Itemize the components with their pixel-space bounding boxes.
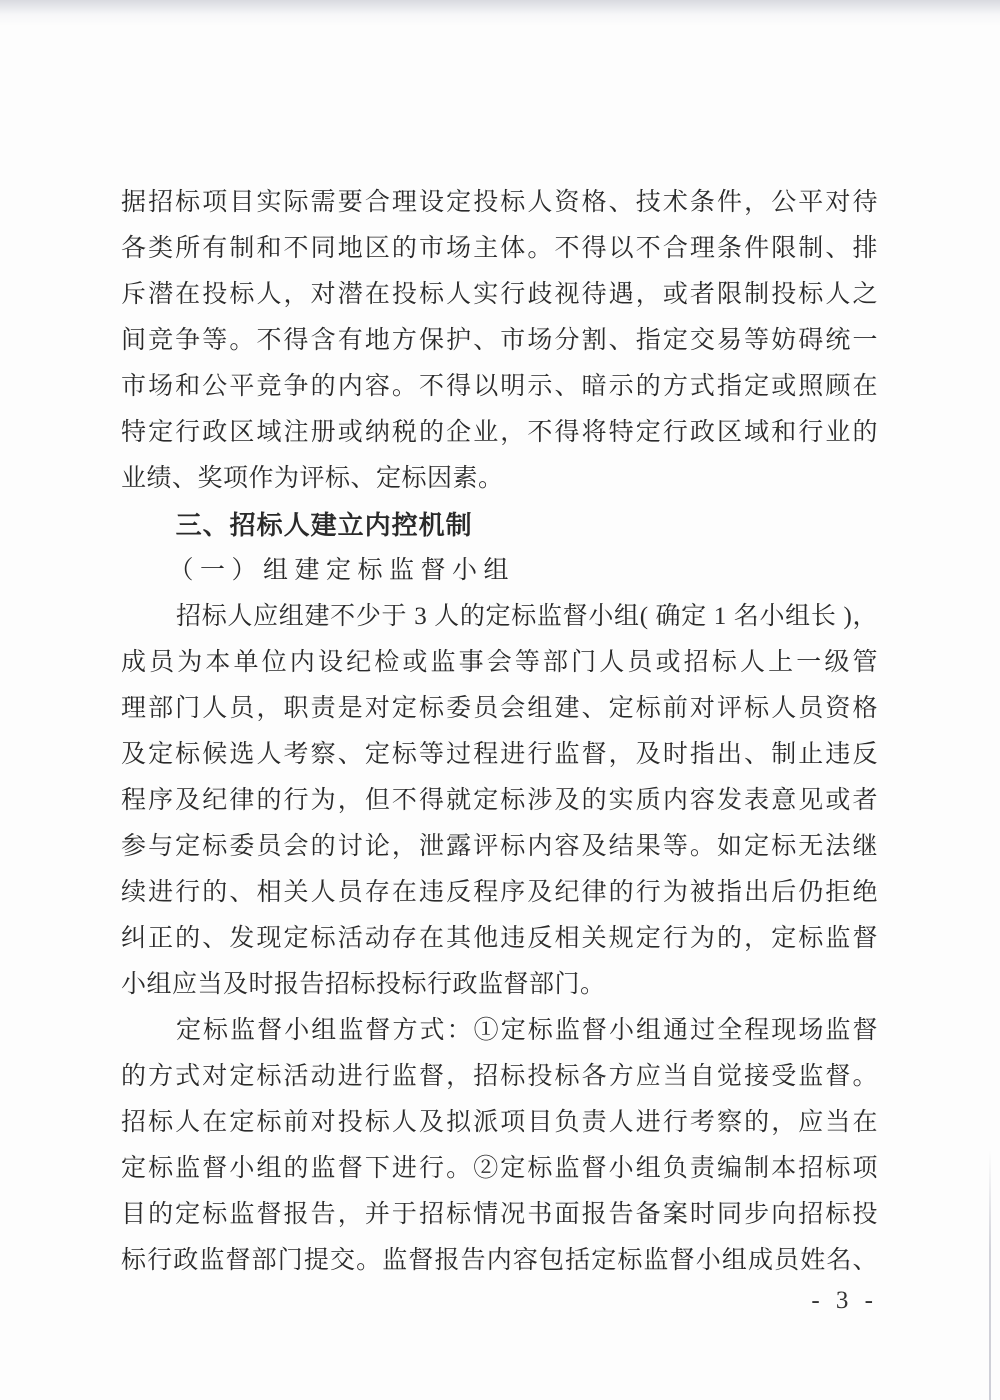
text-block: [121, 180, 878, 1284]
paragraph-line: 招标人在定标前对投标人及拟派项目负责人进行考察的，应当在: [121, 1109, 878, 1136]
paragraph-line: 的方式对定标活动进行监督，招标投标各方应当自觉接受监督。: [121, 1063, 878, 1090]
paragraph-line: 及定标候选人考察、定标等过程进行监督，及时指出、制止违反: [121, 741, 878, 768]
paragraph-line: 各类所有制和不同地区的市场主体。不得以不合理条件限制、排: [121, 235, 878, 262]
paragraph-line: 定标监督小组的监督下进行。②定标监督小组负责编制本招标项: [121, 1155, 878, 1182]
page-number: - 3 -: [811, 1287, 878, 1314]
paragraph-line: 定标监督小组监督方式：①定标监督小组通过全程现场监督: [176, 1017, 878, 1044]
paragraph-line: 成员为本单位内设纪检或监事会等部门人员或招标人上一级管: [121, 649, 878, 676]
paragraph-line: 招标人应组建不少于 3 人的定标监督小组( 确定 1 名小组长 )，: [176, 603, 878, 630]
paragraph-line: 间竞争等。不得含有地方保护、市场分割、指定交易等妨碍统一: [121, 327, 878, 354]
paragraph-line: 斥潜在投标人，对潜在投标人实行歧视待遇，或者限制投标人之: [121, 281, 878, 308]
paragraph-line: 纠正的、发现定标活动存在其他违反相关规定行为的，定标监督: [121, 925, 878, 952]
scan-edge-artifact: [989, 1150, 991, 1400]
paragraph-line: 小组应当及时报告招标投标行政监督部门。: [121, 971, 606, 998]
subsection-heading: （一）组建定标监督小组: [168, 557, 516, 584]
paragraph-line: 业绩、奖项作为评标、定标因素。: [121, 465, 504, 492]
paragraph-line: 标行政监督部门提交。监督报告内容包括定标监督小组成员姓名、: [121, 1247, 878, 1274]
paragraph-line: 据招标项目实际需要合理设定投标人资格、技术条件，公平对待: [121, 189, 878, 216]
paragraph-line: 目的定标监督报告，并于招标情况书面报告备案时同步向招标投: [121, 1201, 878, 1228]
paragraph-line: 理部门人员，职责是对定标委员会组建、定标前对评标人员资格: [121, 695, 878, 722]
scan-noise-top: [0, 0, 1000, 26]
paragraph-line: 市场和公平竞争的内容。不得以明示、暗示的方式指定或照顾在: [121, 373, 878, 400]
section-heading: 三、招标人建立内控机制: [175, 510, 473, 540]
paragraph-line: 特定行政区域注册或纳税的企业，不得将特定行政区域和行业的: [121, 419, 878, 446]
paragraph-line: 程序及纪律的行为，但不得就定标涉及的实质内容发表意见或者: [121, 787, 878, 814]
paragraph-line: 续进行的、相关人员存在违反程序及纪律的行为被指出后仍拒绝: [121, 879, 878, 906]
paragraph-line: 参与定标委员会的讨论，泄露评标内容及结果等。如定标无法继: [121, 833, 878, 860]
